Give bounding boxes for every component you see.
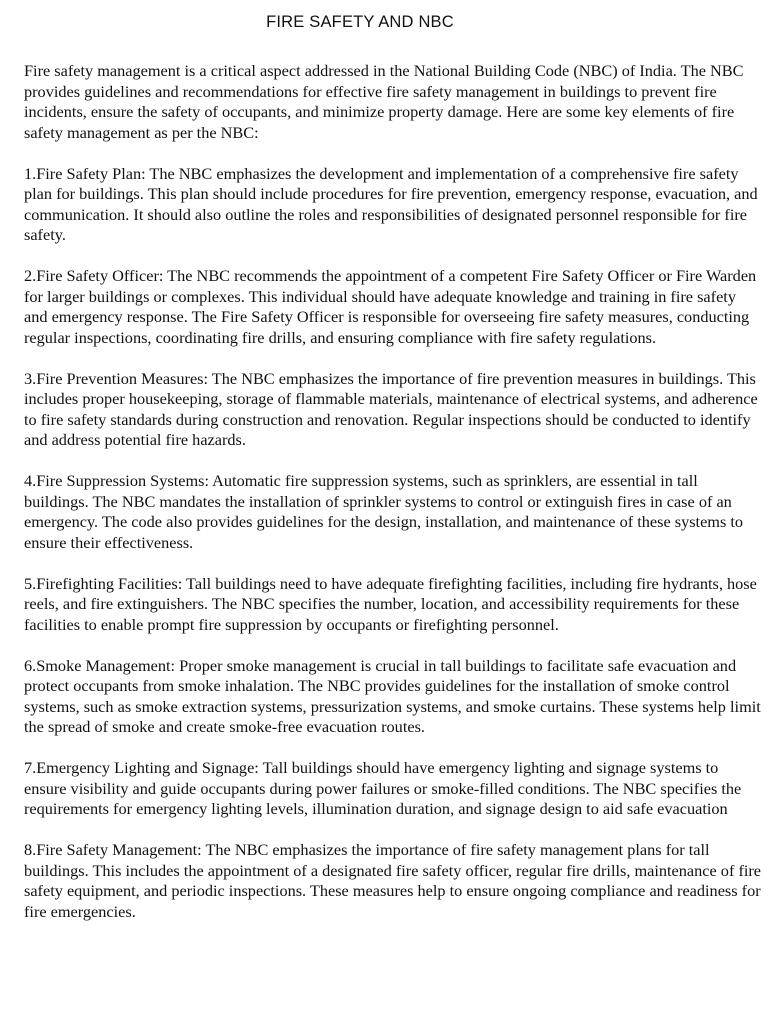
paragraph-fire-safety-plan: 1.Fire Safety Plan: The NBC emphasizes the development and implementation of a comprehensive fire safety plan for buildings. This plan should include procedures for fire prevention, emergency response, evacuation, and communication. It should also outline the roles and responsibilities of designated personnel responsible for fire safety.	[24, 163, 758, 244]
paragraph-fire-safety-officer: 2.Fire Safety Officer: The NBC recommends the appointment of a competent Fire Safety Officer or Fire Warden for larger buildings or complexes. This individual should have adequate knowledge and training in fire safety and emergency response. The Fire Safety Officer is responsible for overseeing fire safety measures, conducting regular inspections, coordinating fire drills, and ensuring compliance with fire safety regulations.	[24, 266, 757, 347]
paragraph-emergency-lighting-signage: 7.Emergency Lighting and Signage: Tall buildings should have emergency lighting and signage systems to ensure visibility and guide occupants during power failures or smoke-filled conditions. The NBC specifies the requirements for emergency lighting levels, illumination duration, and signage design to aid safe evacuation	[24, 758, 742, 818]
document-title: FIRE SAFETY AND NBC	[266, 13, 454, 31]
intro-paragraph: Fire safety management is a critical aspect addressed in the National Building Code (NBC) of India. The NBC provides guidelines and recommendations for effective fire safety management in buildings to prevent fire incidents, ensure the safety of occupants, and minimize property damage. Here are some key elements of fire safety management as per the NBC:	[24, 61, 744, 142]
paragraph-firefighting-facilities: 5.Firefighting Facilities: Tall buildings need to have adequate firefighting facilities, including fire hydrants, hose reels, and fire extinguishers. The NBC specifies the number, location, and accessibility requirements for these facilities to enable prompt fire suppression by occupants or firefighting personnel.	[24, 573, 757, 634]
paragraph-fire-safety-management: 8.Fire Safety Management: The NBC emphasizes the importance of fire safety management plans for tall buildings. This includes the appointment of a designated fire safety officer, regular fire drills, maintenance of fire safety equipment, and periodic inspections. These measures help to ensure ongoing compliance and readiness for fire emergencies.	[24, 840, 762, 921]
paragraph-fire-suppression-systems: 4.Fire Suppression Systems: Automatic fire suppression systems, such as sprinklers, are essential in tall buildings. The NBC mandates the installation of sprinkler systems to control or extinguish fires in case of an emergency. The code also provides guidelines for the design, installation, and maintenance of these systems to ensure their effectiveness.	[24, 471, 744, 552]
document-body	[24, 61, 762, 943]
paragraph-smoke-management: 6.Smoke Management: Proper smoke management is crucial in tall buildings to facilitate safe evacuation and protect occupants from smoke inhalation. The NBC provides guidelines for the installation of smoke control systems, such as smoke extraction systems, pressurization systems, and smoke curtains. These systems help limit the spread of smoke and create smoke-free evacuation routes.	[24, 655, 761, 736]
paragraph-fire-prevention-measures: 3.Fire Prevention Measures: The NBC emphasizes the importance of fire prevention measures in buildings. This includes proper housekeeping, storage of flammable materials, maintenance of electrical systems, and adherence to fire safety standards during construction and renovation. Regular inspections should be conducted to identify and address potential fire hazards.	[24, 368, 758, 449]
